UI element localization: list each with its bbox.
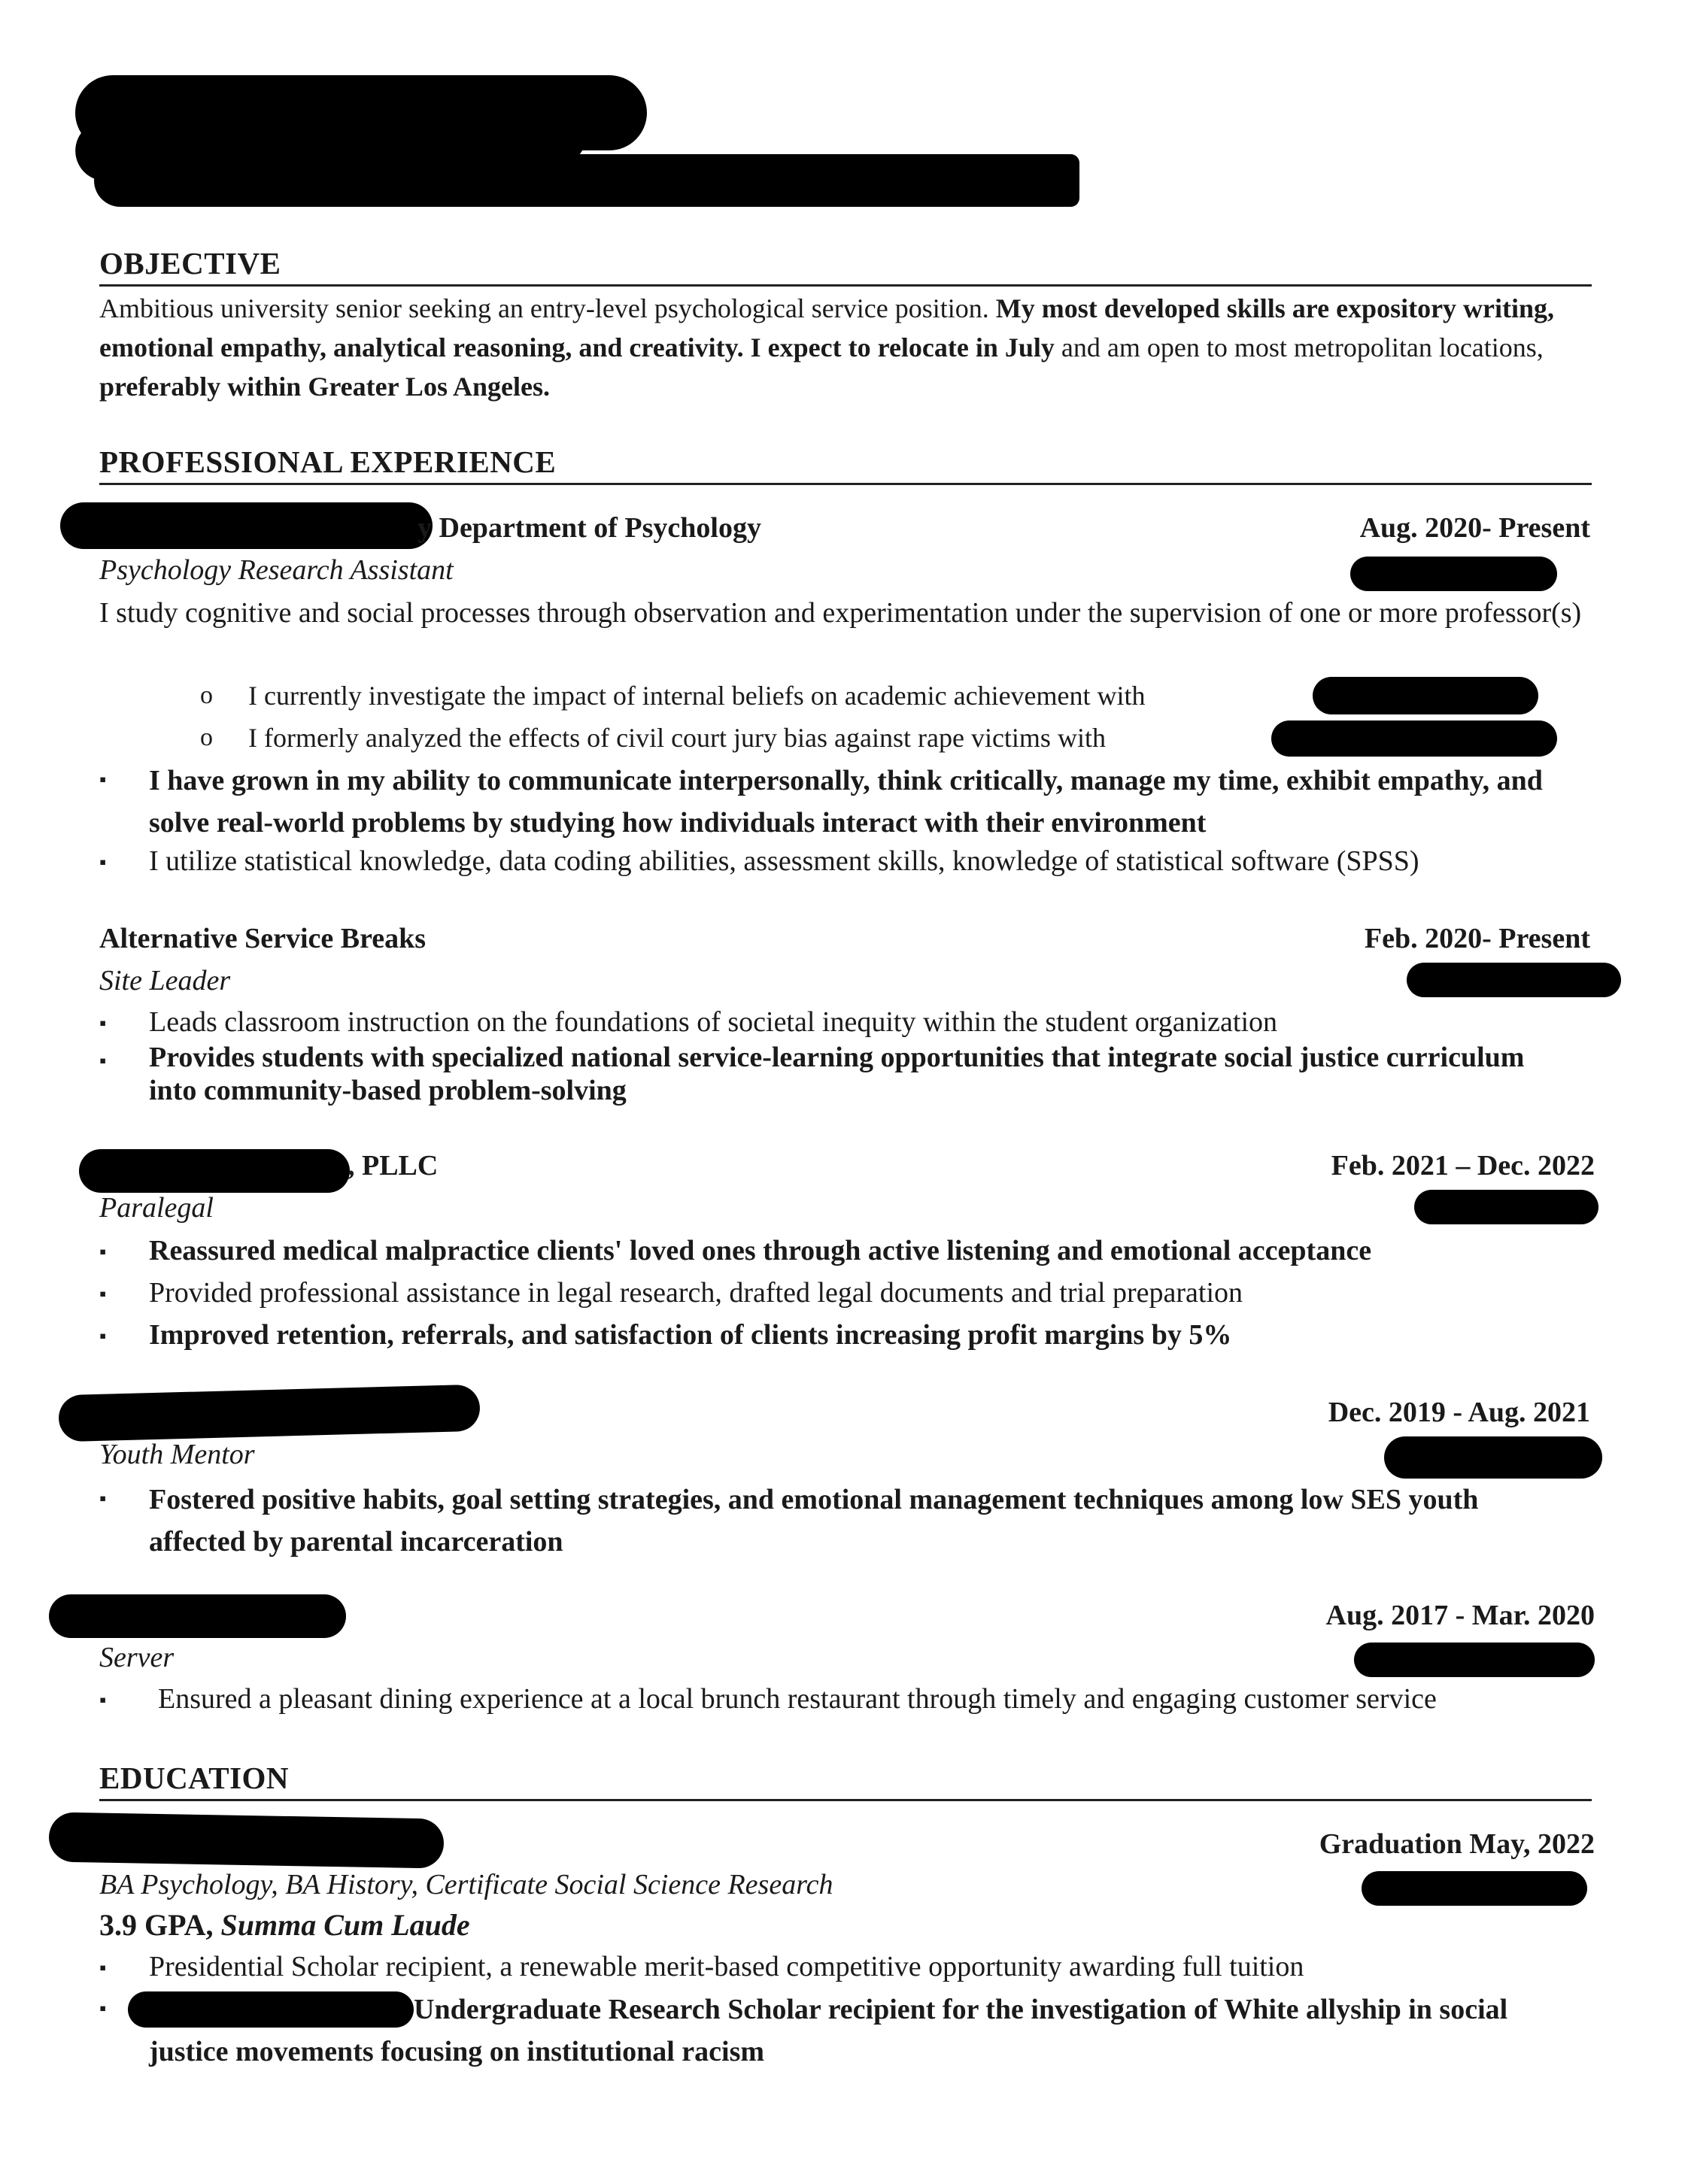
education-bullet-1: Presidential Scholar recipient, a renewable merit-based competitive opportunity awarding full tuition bbox=[149, 1951, 1304, 1982]
redacted-contact bbox=[94, 154, 1079, 207]
job3-bullet-2: Provided professional assistance in legal research, drafted legal documents and trial preparation bbox=[149, 1277, 1243, 1309]
redacted-location-edu bbox=[1362, 1871, 1587, 1906]
redacted-location-3 bbox=[1414, 1190, 1598, 1224]
job4-title: Youth Mentor bbox=[99, 1439, 255, 1470]
education-dates: Graduation May, 2022 bbox=[1319, 1828, 1595, 1860]
objective-text bbox=[99, 289, 1596, 406]
bullet-marker: ▪ bbox=[99, 1689, 107, 1711]
bullet-marker: ▪ bbox=[99, 1957, 107, 1979]
education-bullet-2-line1 bbox=[149, 1988, 1578, 2073]
redacted-supervisor-1 bbox=[1313, 677, 1538, 714]
job1-bullet-1: I have grown in my ability to communicate interpersonally, think critically, manage my time, exhibit empathy, and solve real-world problems by studying how individuals interact with their environment bbox=[149, 765, 1543, 839]
redacted-location-1 bbox=[1350, 557, 1557, 591]
job3-bullet-3: Improved retention, referrals, and satisfaction of clients increasing profit margins by 5% bbox=[149, 1319, 1232, 1351]
bullet-marker: ▪ bbox=[99, 1012, 107, 1034]
job3-title: Paralegal bbox=[99, 1192, 214, 1224]
redacted-org-1 bbox=[60, 502, 433, 549]
redacted-school bbox=[48, 1812, 444, 1868]
section-heading-objective: OBJECTIVE bbox=[99, 245, 1592, 287]
job1-dates: Aug. 2020- Present bbox=[1359, 512, 1590, 544]
job4-bullet-1: Fostered positive habits, goal setting strategies, and emotional management techniques among low SES youth affected by parental incarceration bbox=[149, 1484, 1479, 1558]
objective-bold-1: My most developed skills are expository writing, emotional empathy, analytical reasoning, and creativity. I expect to relocate in July bbox=[99, 293, 1555, 362]
bullet-marker: ▪ bbox=[99, 1283, 107, 1305]
education-degree: BA Psychology, BA History, Certificate Social Science Research bbox=[99, 1869, 833, 1900]
education-bullet-2: Undergraduate Research Scholar recipient for the investigation of White allyship in social justice movements focusing on institutional racism bbox=[149, 1994, 1508, 2067]
sub-bullet-marker: o bbox=[200, 723, 213, 751]
section-heading-experience: PROFESSIONAL EXPERIENCE bbox=[99, 444, 1592, 485]
job2-bullet-1: Leads classroom instruction on the foundations of societal inequity within the student organization bbox=[149, 1006, 1277, 1038]
redacted-location-5 bbox=[1354, 1643, 1595, 1677]
bullet-marker: ▪ bbox=[99, 769, 107, 790]
bullet-marker: ▪ bbox=[99, 1050, 107, 1072]
bullet-marker: ▪ bbox=[99, 1997, 107, 2019]
job4-dates: Dec. 2019 - Aug. 2021 bbox=[1328, 1397, 1590, 1428]
job2-org: Alternative Service Breaks bbox=[99, 923, 427, 954]
sub-bullet-marker: o bbox=[200, 681, 213, 709]
bullet-marker: ▪ bbox=[99, 851, 107, 873]
job2-title: Site Leader bbox=[99, 965, 231, 996]
objective-text-1: Ambitious university senior seeking an entry-level psychological service position. bbox=[99, 293, 996, 323]
job1-bullet-2: I utilize statistical knowledge, data coding abilities, assessment skills, knowledge of statistical software (SPSS) bbox=[149, 845, 1419, 877]
job1-sub-1: I currently investigate the impact of internal beliefs on academic achievement with bbox=[248, 681, 1146, 711]
education-honor: Summa Cum Laude bbox=[220, 1908, 470, 1942]
bullet-marker: ▪ bbox=[99, 1488, 107, 1509]
redacted-location-2 bbox=[1407, 963, 1621, 997]
section-heading-education: EDUCATION bbox=[99, 1760, 1592, 1801]
job3-bullet-1: Reassured medical malpractice clients' loved ones through active listening and emotional acceptance bbox=[149, 1235, 1372, 1266]
job2-bullet-2: Provides students with specialized national service-learning opportunities that integrate social justice curriculum into community-based problem-solving bbox=[149, 1042, 1525, 1106]
redacted-org-4 bbox=[58, 1385, 480, 1442]
job1-sub-2: I formerly analyzed the effects of civil court jury bias against rape victims with bbox=[248, 723, 1106, 753]
education-gpa-line bbox=[99, 1907, 470, 1943]
redacted-org-3 bbox=[79, 1149, 350, 1193]
objective-bold-2: preferably within Greater Los Angeles. bbox=[99, 372, 550, 402]
redacted-org-5 bbox=[49, 1594, 346, 1638]
job5-bullet-1: Ensured a pleasant dining experience at a local brunch restaurant through timely and engaging customer service bbox=[158, 1683, 1437, 1715]
job3-dates: Feb. 2021 – Dec. 2022 bbox=[1331, 1150, 1595, 1181]
job5-dates: Aug. 2017 - Mar. 2020 bbox=[1325, 1600, 1595, 1631]
objective-text-2: and am open to most metropolitan locations, bbox=[1054, 332, 1544, 362]
redacted-location-4 bbox=[1384, 1436, 1602, 1479]
job1-title: Psychology Research Assistant bbox=[99, 554, 454, 586]
job3-org: , PLLC bbox=[348, 1150, 439, 1181]
job2-dates: Feb. 2020- Present bbox=[1364, 923, 1590, 954]
job1-summary: I study cognitive and social processes through observation and experimentation under the supervision of one or more professor(s) bbox=[99, 597, 1582, 629]
job5-title: Server bbox=[99, 1642, 175, 1673]
education-gpa: 3.9 GPA, bbox=[99, 1908, 221, 1942]
bullet-marker: ▪ bbox=[99, 1325, 107, 1347]
redacted-supervisor-2 bbox=[1271, 720, 1557, 757]
bullet-marker: ▪ bbox=[99, 1241, 107, 1263]
job1-org: y Department of Psychology bbox=[417, 512, 761, 544]
